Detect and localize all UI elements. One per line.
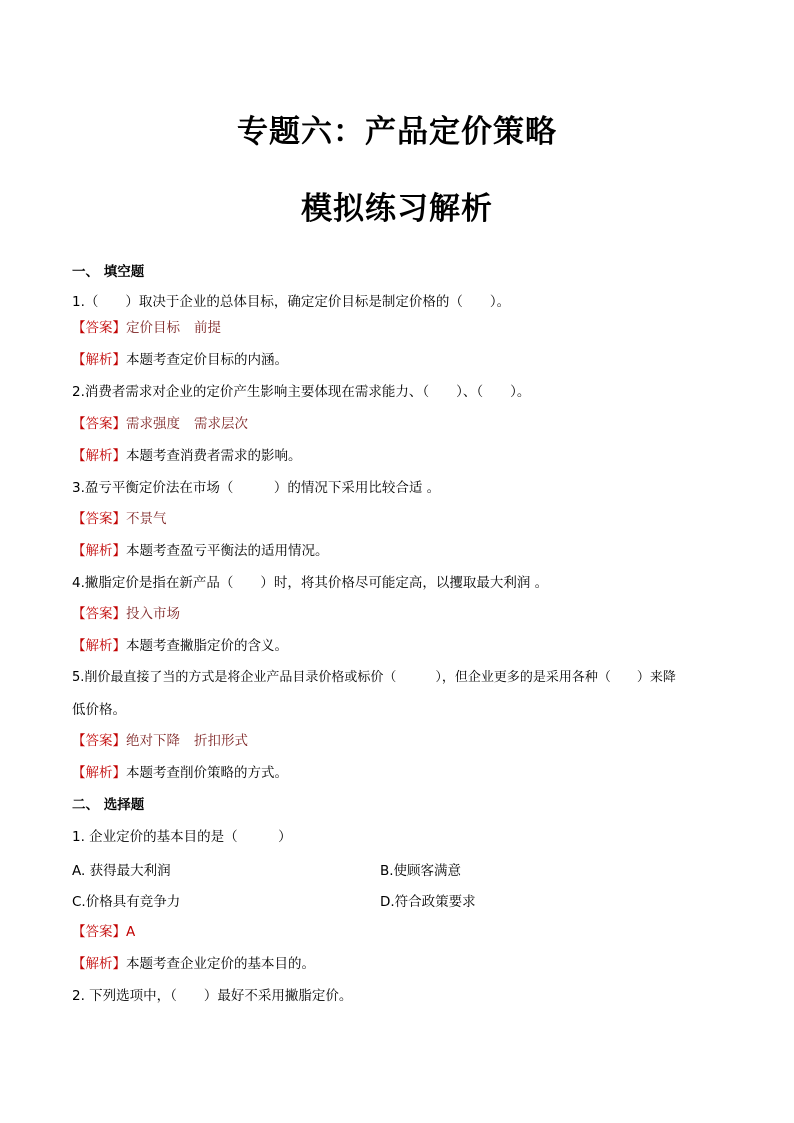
fill-analysis-1 bbox=[72, 350, 288, 370]
analysis-label: 【解析】 bbox=[72, 638, 126, 654]
answer-text: A bbox=[126, 924, 136, 940]
choice-question-2: 2. 下列选项中，（ ）最好不采用撇脂定价。 bbox=[72, 988, 353, 1004]
answer-label: 【答案】 bbox=[72, 606, 126, 622]
analysis-text: 本题考查撇脂定价的含义。 bbox=[126, 638, 288, 654]
analysis-text: 本题考查定价目标的内涵。 bbox=[126, 352, 288, 368]
analysis-text: 本题考查消费者需求的影响。 bbox=[126, 448, 302, 464]
answer-text: 需求层次 bbox=[194, 416, 248, 432]
answer-label: 【答案】 bbox=[72, 320, 126, 336]
answer-text: 定价目标 bbox=[126, 320, 180, 336]
fill-answer-4 bbox=[72, 604, 180, 624]
analysis-text: 本题考查企业定价的基本目的。 bbox=[126, 956, 315, 972]
answer-label: 【答案】 bbox=[72, 511, 126, 527]
fill-question-2: 2.消费者需求对企业的定价产生影响主要体现在需求能力、（ ）、（ ）。 bbox=[72, 384, 531, 400]
choice-option-a: A. 获得最大利润 bbox=[72, 863, 171, 879]
analysis-label: 【解析】 bbox=[72, 543, 126, 559]
choice-option-c: C.价格具有竞争力 bbox=[72, 894, 181, 910]
choice-question-1: 1. 企业定价的基本目的是（ ） bbox=[72, 829, 292, 845]
answer-label: 【答案】 bbox=[72, 416, 126, 432]
fill-analysis-3 bbox=[72, 541, 329, 561]
fill-question-4: 4.撇脂定价是指在新产品（ ）时，将其价格尽可能定高，以攫取最大利润 。 bbox=[72, 575, 549, 591]
fill-question-3: 3.盈亏平衡定价法在市场（ ）的情况下采用比较合适 。 bbox=[72, 480, 441, 496]
analysis-label: 【解析】 bbox=[72, 448, 126, 464]
fill-answer-3 bbox=[72, 509, 167, 529]
analysis-text: 本题考查盈亏平衡法的适用情况。 bbox=[126, 543, 329, 559]
answer-text: 不景气 bbox=[126, 511, 167, 527]
fill-answer-1 bbox=[72, 318, 221, 338]
section-fill-in-heading: 一、 填空题 bbox=[72, 264, 145, 280]
choice-analysis-1 bbox=[72, 954, 315, 974]
answer-text: 前提 bbox=[194, 320, 221, 336]
title-line-1: 专题六：产品定价策略 bbox=[237, 114, 557, 150]
answer-text: 投入市场 bbox=[126, 606, 180, 622]
analysis-label: 【解析】 bbox=[72, 352, 126, 368]
answer-label: 【答案】 bbox=[72, 924, 126, 940]
answer-text: 折扣形式 bbox=[194, 733, 248, 749]
choice-option-d: D.符合政策要求 bbox=[380, 894, 476, 910]
title-line-2: 模拟练习解析 bbox=[301, 191, 493, 227]
fill-question-5-line-2: 低价格。 bbox=[72, 702, 126, 718]
choice-option-b: B.使顾客满意 bbox=[380, 863, 462, 879]
answer-text: 需求强度 bbox=[126, 416, 180, 432]
fill-analysis-2 bbox=[72, 446, 302, 466]
fill-question-1: 1.（ ）取决于企业的总体目标，确定定价目标是制定价格的（ ）。 bbox=[72, 294, 511, 310]
section-choice-heading: 二、 选择题 bbox=[72, 797, 145, 813]
fill-analysis-5 bbox=[72, 763, 288, 783]
fill-answer-5 bbox=[72, 731, 248, 751]
choice-answer-1 bbox=[72, 922, 135, 942]
analysis-label: 【解析】 bbox=[72, 956, 126, 972]
answer-label: 【答案】 bbox=[72, 733, 126, 749]
answer-text: 绝对下降 bbox=[126, 733, 180, 749]
analysis-label: 【解析】 bbox=[72, 765, 126, 781]
fill-answer-2 bbox=[72, 414, 248, 434]
fill-analysis-4 bbox=[72, 636, 288, 656]
fill-question-5-line-1: 5.削价最直接了当的方式是将企业产品目录价格或标价（ ），但企业更多的是采用各种（ ）来降 bbox=[72, 670, 676, 685]
analysis-text: 本题考查削价策略的方式。 bbox=[126, 765, 288, 781]
